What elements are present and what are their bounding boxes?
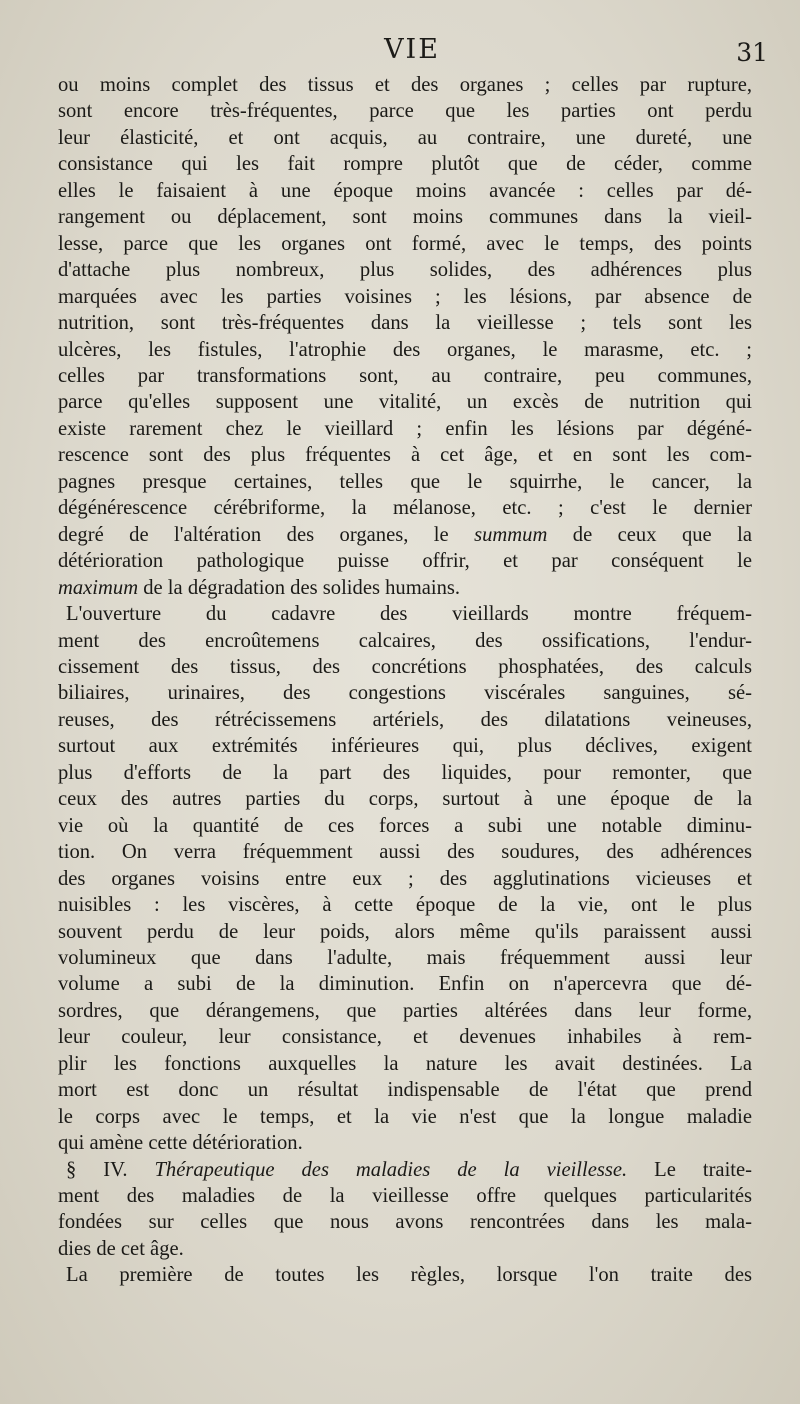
section-heading-line: [58, 1157, 752, 1183]
text-line: volume a subi de la diminution. Enfin on n'apercevra que dé-: [58, 973, 752, 996]
section-title: Thérapeutique des maladies de la vieillesse.: [154, 1158, 628, 1181]
text-line: volumineux que dans l'adulte, mais fréquemment aussi leur: [58, 946, 752, 969]
text-line: consistance qui les fait rompre plutôt que de céder, comme: [58, 153, 752, 176]
paragraph-lesions: [58, 72, 752, 601]
italic-term-maximum: maximum: [58, 576, 139, 599]
text-line: cissement des tissus, des concrétions phosphatées, des calculs: [58, 655, 752, 678]
text-line: biliaires, urinaires, des congestions viscérales sanguines, sé-: [58, 682, 752, 705]
text-line: plir les fonctions auxquelles la nature les avait destinées. La: [58, 1052, 752, 1075]
text-line: plus d'efforts de la part des liquides, pour remonter, que: [58, 761, 752, 784]
text-line: vie où la quantité de ces forces a subi une notable diminu-: [58, 814, 752, 837]
text-line: rescence sont des plus fréquentes à cet âge, et en sont les com-: [58, 444, 752, 467]
text-line: ment des maladies de la vieillesse offre quelques particularités: [58, 1185, 752, 1208]
text-line: ment des encroûtemens calcaires, des ossifications, l'endur-: [58, 629, 752, 652]
text-line: [58, 575, 752, 601]
text-line: lesse, parce que les organes ont formé, avec le temps, des points: [58, 232, 752, 255]
italic-term-summum: summum: [474, 523, 548, 546]
text-line: d'attache plus nombreux, plus solides, des adhérences plus: [58, 259, 752, 282]
text-line: ulcères, les fistules, l'atrophie des organes, le marasme, etc. ;: [58, 338, 752, 361]
text-line: ceux des autres parties du corps, surtout à une époque de la: [58, 788, 752, 811]
text-line: sont encore très-fréquentes, parce que les parties ont perdu: [58, 100, 752, 123]
text-line: ou moins complet des tissus et des organes ; celles par rupture,: [58, 74, 752, 96]
text-line: elles le faisaient à une époque moins avancée : celles par dé-: [58, 179, 752, 202]
text-fragment: Le traite-: [627, 1158, 753, 1181]
paragraph-autopsy: [58, 601, 752, 1157]
text-line: nuisibles : les viscères, à cette époque de la vie, ont le plus: [58, 894, 752, 917]
text-line: surtout aux extrémités inférieures qui, plus déclives, exigent: [58, 735, 752, 758]
text-line: celles par transformations sont, au contraire, peu communes,: [58, 364, 752, 387]
text-line: qui amène cette détérioration.: [58, 1132, 303, 1155]
text-fragment: degré de l'altération des organes, le: [58, 523, 475, 546]
text-line: La première de toutes les règles, lorsque l'on traite des: [66, 1264, 752, 1287]
section-mark: § IV.: [66, 1158, 128, 1181]
text-line: leur élasticité, et ont acquis, au contraire, une dureté, une: [58, 126, 752, 149]
text-line: détérioration pathologique puisse offrir, et par conséquent le: [58, 550, 752, 573]
text-line: marquées avec les parties voisines ; les lésions, par absence de: [58, 285, 752, 308]
paragraph-first-rule: [58, 1262, 752, 1288]
body-text: [58, 72, 752, 1289]
text-line: existe rarement chez le vieillard ; enfin les lésions par dégéné-: [58, 417, 752, 440]
text-line: souvent perdu de leur poids, alors même qu'ils paraissent aussi: [58, 920, 752, 943]
text-fragment: de ceux que la: [547, 523, 752, 546]
paragraph-therapeutics: [58, 1157, 752, 1263]
text-line: des organes voisins entre eux ; des agglutinations vicieuses et: [58, 867, 752, 890]
text-line: rangement ou déplacement, sont moins communes dans la vieil-: [58, 206, 752, 229]
text-line: reuses, des rétrécissemens artériels, des dilatations veineuses,: [58, 708, 752, 731]
text-line: dégénérescence cérébriforme, la mélanose, etc. ; c'est le dernier: [58, 497, 752, 520]
text-line: dies de cet âge.: [58, 1237, 184, 1260]
text-line: parce qu'elles supposent une vitalité, un excès de nutrition qui: [58, 391, 752, 414]
text-line: leur couleur, leur consistance, et devenues inhabiles à rem-: [58, 1026, 752, 1049]
text-fragment: de la dégradation des solides humains.: [138, 576, 461, 599]
text-line: [58, 522, 752, 548]
text-line: tion. On verra fréquemment aussi des soudures, des adhérences: [58, 841, 752, 864]
running-head-title: VIE: [384, 34, 440, 65]
page-number: 31: [736, 38, 768, 67]
text-line: nutrition, sont très-fréquentes dans la vieillesse ; tels sont les: [58, 312, 752, 335]
running-head: [56, 34, 768, 70]
text-line: le corps avec le temps, et la vie n'est que la longue maladie: [58, 1105, 752, 1128]
text-line: sordres, que dérangemens, que parties altérées dans leur forme,: [58, 999, 752, 1022]
text-line: mort est donc un résultat indispensable de l'état que prend: [58, 1079, 752, 1102]
text-line: L'ouverture du cadavre des vieillards montre fréquem-: [66, 603, 752, 626]
text-line: pagnes presque certaines, telles que le squirrhe, le cancer, la: [58, 470, 752, 493]
text-line: fondées sur celles que nous avons rencontrées dans les mala-: [58, 1211, 752, 1234]
